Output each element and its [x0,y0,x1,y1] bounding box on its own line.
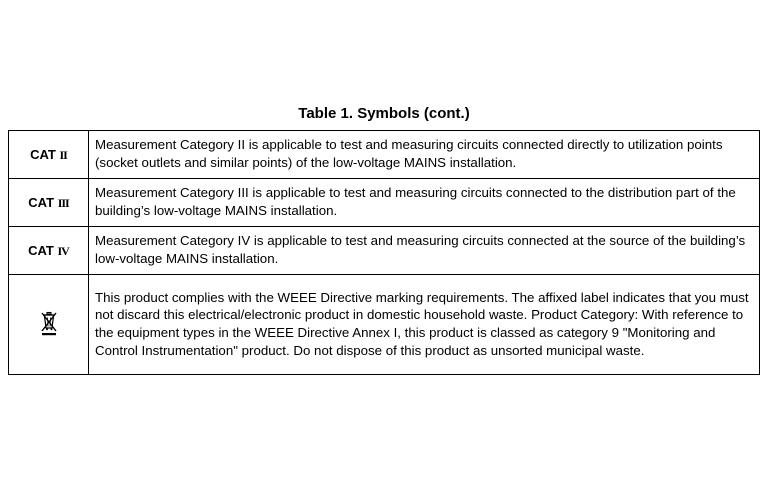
cat-numeral: II [59,147,67,162]
description-cell: This product complies with the WEEE Directive marking requirements. The affixed label indicates that you must not discard this electrical/electronic product in domestic household waste. Product Category: With reference to the equipment types in the WEEE Directive Annex I, this product is classed as category 9 "Monitoring and Control Instrumentation" product. Do not dispose of this product as unsorted municipal waste. [89,275,760,375]
description-cell: Measurement Category IV is applicable to test and measuring circuits connected at the source of the building’s low-voltage MAINS installation. [89,227,760,275]
weee-crossed-bin-icon [39,310,59,336]
table-title: Table 1. Symbols (cont.) [298,105,470,122]
table-row [9,275,760,375]
table-row [9,131,760,179]
table-row [9,179,760,227]
cat-numeral: IV [57,243,69,258]
cat-prefix: CAT [28,194,55,210]
cat-iv-symbol [28,243,69,258]
cat-iii-symbol [28,195,68,210]
description-cell: Measurement Category II is applicable to test and measuring circuits connected directly to utilization points (socket outlets and similar points) of the low-voltage MAINS installation. [89,131,760,179]
symbol-cell-cat-ii [9,131,89,179]
symbol-cell-weee [9,275,89,375]
cat-prefix: CAT [30,146,56,162]
cat-prefix: CAT [28,242,54,258]
symbol-cell-cat-iii [9,179,89,227]
cat-ii-symbol [30,147,67,162]
cat-numeral: III [57,195,69,210]
description-cell: Measurement Category III is applicable to test and measuring circuits connected to the distribution part of the building’s low-voltage MAINS installation. [89,179,760,227]
symbol-cell-cat-iv [9,227,89,275]
symbols-table [8,130,760,375]
table-row [9,227,760,275]
